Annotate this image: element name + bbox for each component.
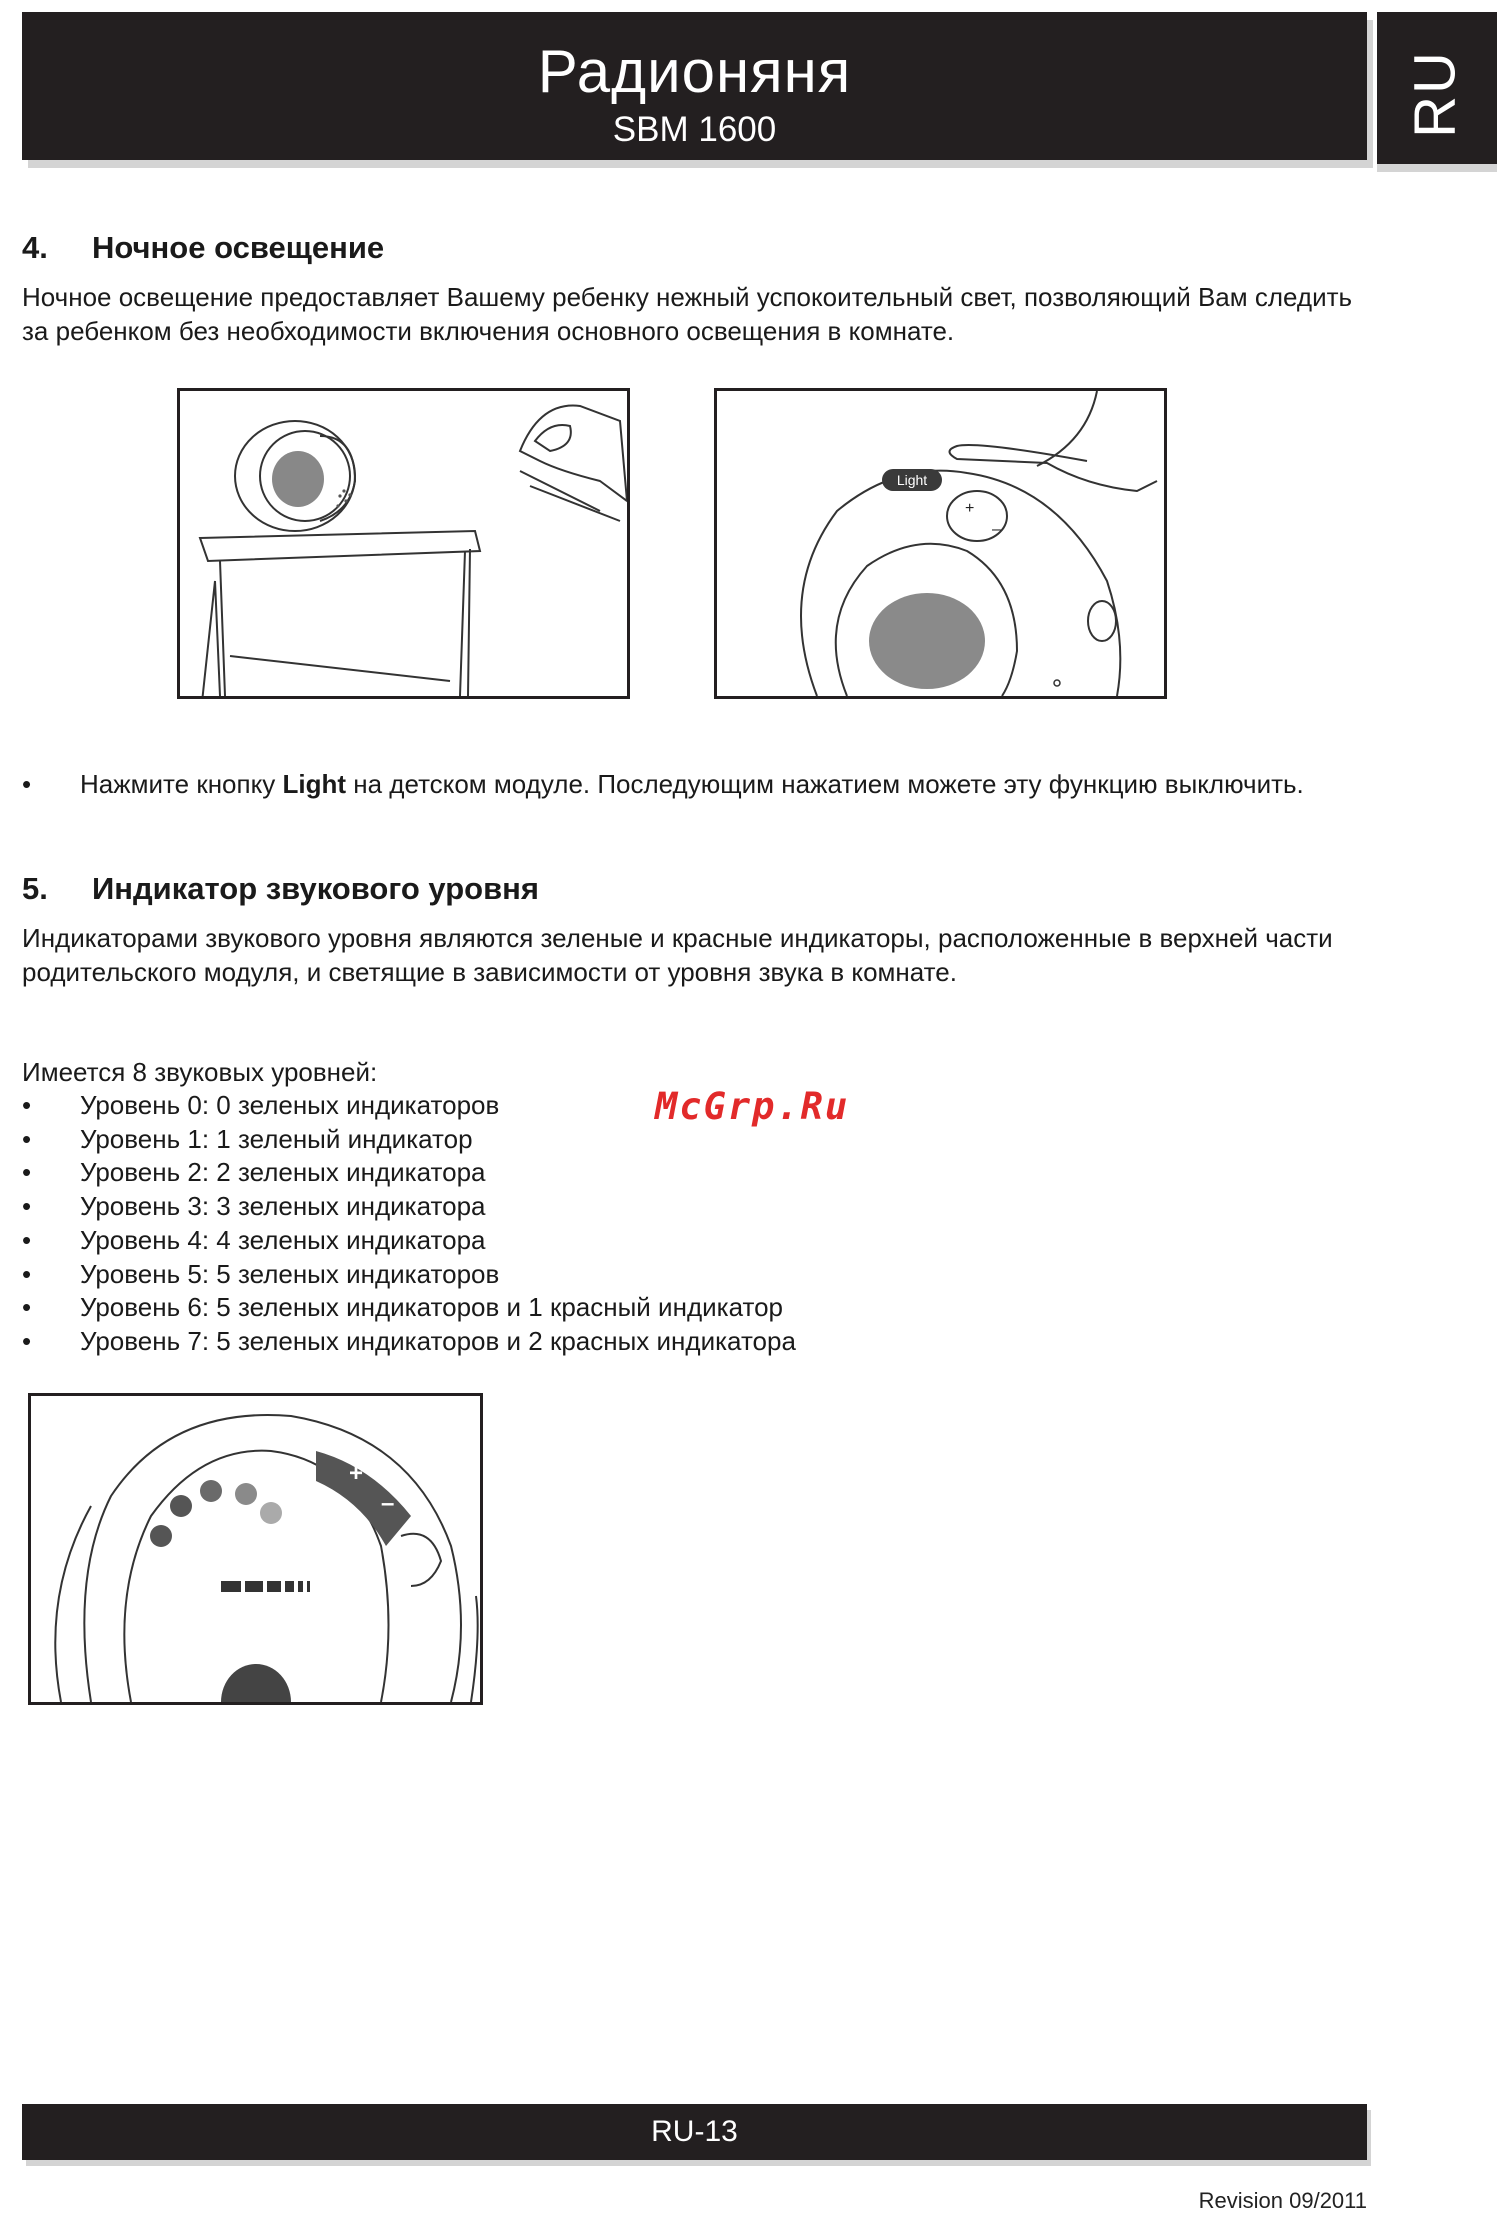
light-button-illustration <box>717 391 1164 696</box>
night-light-glow <box>272 451 324 507</box>
model-subtitle: SBM 1600 <box>612 110 777 149</box>
volume-down-icon: – <box>381 1490 395 1517</box>
list-item <box>22 1291 1362 1325</box>
bullet-glyph: • <box>22 1157 32 1188</box>
language-label: RU <box>1402 50 1468 138</box>
level-indicator-3 <box>235 1483 257 1505</box>
bullet-glyph: • <box>22 1191 32 1222</box>
bullet-glyph: • <box>22 1258 32 1289</box>
list-item <box>22 1156 1362 1190</box>
level-text: Уровень 5: 5 зеленых индикаторов <box>80 1258 500 1289</box>
nightlight-table-illustration <box>180 391 627 696</box>
language-tab <box>1377 12 1497 164</box>
section-5-text: Индикаторами звукового уровня являются зеленые и красные индикаторы, расположенные в верхней части родительского модуля, и светящие в зависимости от уровня звука в комнате. <box>22 923 1333 987</box>
level-text: Уровень 4: 4 зеленых индикатора <box>80 1224 486 1255</box>
list-item <box>22 768 1362 802</box>
parent-unit-illustration <box>31 1396 480 1702</box>
bullet-glyph: • <box>22 1224 32 1255</box>
levels-list <box>22 1089 1362 1359</box>
revision-label: Revision 09/2011 <box>1198 2188 1367 2213</box>
light-button-label: Light <box>896 472 928 488</box>
watermark: McGrp.Ru <box>655 1085 850 1128</box>
level-indicator-2 <box>200 1480 222 1502</box>
bullet-text-pre: Нажмите кнопку <box>80 769 283 799</box>
bullet-glyph: • <box>22 1325 32 1356</box>
volume-up-icon: + <box>349 1460 364 1487</box>
section-4-text: Ночное освещение предоставляет Вашему ребенку нежный успокоительный свет, позволяющий Вам следить за ребенком без необходимости включения основного освещения в комнате. <box>22 282 1353 346</box>
section-4-title: Ночное освещение <box>92 230 385 265</box>
list-item <box>22 1258 1362 1292</box>
section-4-heading <box>22 230 384 266</box>
level-text: Уровень 3: 3 зеленых индикатора <box>80 1191 486 1222</box>
section-5-number: 5. <box>22 871 48 906</box>
bullet-glyph: • <box>22 1123 32 1154</box>
figure-sound-level-indicators <box>28 1393 483 1705</box>
bullet-glyph: • <box>22 1090 32 1120</box>
section-4-bullets <box>22 768 1362 802</box>
bullet-glyph: • <box>22 1292 32 1323</box>
list-item <box>22 1224 1362 1258</box>
page-number: RU-13 <box>651 2115 738 2148</box>
document-title: Радионяня <box>537 38 852 105</box>
bullet-glyph: • <box>22 769 32 799</box>
figure-light-button <box>714 388 1167 699</box>
section-5-heading <box>22 871 539 907</box>
page-header <box>22 12 1367 160</box>
night-light-glow <box>869 593 985 689</box>
list-item <box>22 1325 1362 1359</box>
level-indicator-1 <box>170 1495 192 1517</box>
bullet-text-bold: Light <box>282 769 347 799</box>
level-text: Уровень 2: 2 зеленых индикатора <box>80 1157 486 1188</box>
levels-intro: Имеется 8 звуковых уровней: <box>22 1057 378 1087</box>
level-text: Уровень 1: 1 зеленый индикатор <box>80 1123 473 1154</box>
plus-icon: + <box>965 500 975 517</box>
bullet-text-post: на детском модуле. Последующим нажатием можете эту функцию выключить. <box>346 769 1304 799</box>
level-indicator-4 <box>260 1502 282 1524</box>
level-text: Уровень 6: 5 зеленых индикаторов и 1 красный индикатор <box>80 1292 784 1323</box>
page-footer <box>22 2104 1367 2160</box>
figure-nightlight-table <box>177 388 630 699</box>
section-4-number: 4. <box>22 230 48 265</box>
level-text: Уровень 7: 5 зеленых индикаторов и 2 красных индикатора <box>80 1325 796 1356</box>
minus-icon: – <box>992 521 1001 538</box>
level-indicator-5 <box>150 1525 172 1547</box>
section-5-title: Индикатор звукового уровня <box>92 871 539 906</box>
level-text: Уровень 0: 0 зеленых индикаторов <box>80 1090 500 1120</box>
list-item <box>22 1190 1362 1224</box>
